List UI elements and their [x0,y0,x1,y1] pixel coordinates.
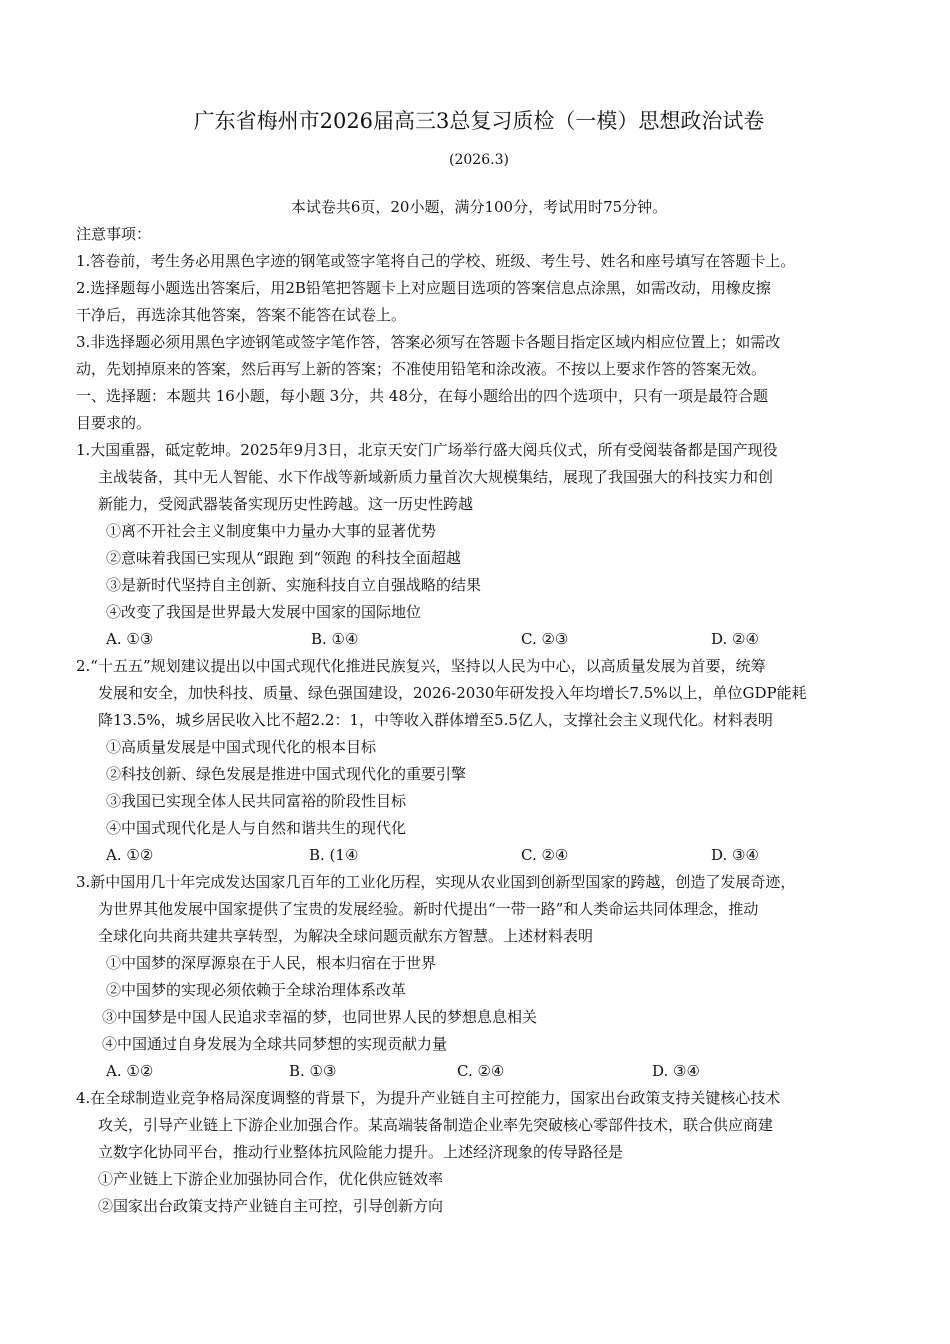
choice-a[interactable]: A. ①② [106,846,154,864]
question-stem-line: 新能力，受阅武器装备实现历史性跨越。这一历史性跨越 [98,495,474,513]
choice-d[interactable]: D. ③④ [652,1062,700,1080]
question-option: ②科技创新、绿色发展是推进中国式现代化的重要引擎 [106,765,467,783]
choice-c[interactable]: C. ②④ [521,846,569,864]
question-stem-line: 为世界其他发展中国家提供了宝贵的发展经验。新时代提出“一带一路”和人类命运共同体理念，推动 [98,900,759,918]
question-stem-line: 3.新中国用几十年完成发达国家几百年的工业化历程，实现从农业国到创新型国家的跨越，创造了发展奇迹， [76,873,796,891]
exam-date: (2026.3) [449,152,509,168]
question-stem-line: 降13.5%，城乡居民收入比不超2.2：1，中等收入群体增至5.5亿人，支撑社会主义现代化。材料表明 [98,711,773,729]
choice-a[interactable]: A. ①③ [106,630,154,648]
choice-c[interactable]: C. ②③ [521,630,569,648]
question-stem-line: 攻关，引导产业链上下游企业加强合作。某高端装备制造企业率先突破核心零部件技术，联合供应商建 [98,1116,774,1134]
question-stem-line: 1.大国重器，砥定乾坤。2025年9月3日，北京天安门广场举行盛大阅兵仪式，所有受阅装备都是国产现役 [76,441,778,459]
choice-b[interactable]: B. ①④ [311,630,359,648]
notice-item: 动，先划掉原来的答案，然后再写上新的答案；不准使用铅笔和涂改液。不按以上要求作答的答案无效。 [76,360,767,378]
question-1 [76,437,882,653]
page-title: 广东省梅州市2026届高三3总复习质检（一模）思想政治试卷 [193,109,765,133]
question-stem-line: 全球化向共商共建共享转型，为解决全球问题贡献东方智慧。上述材料表明 [98,927,594,945]
question-stem-line: 主战装备，其中无人智能、水下作战等新域新质力量首次大规模集结，展现了我国强大的科技实力和创 [98,468,774,486]
notice-heading: 注意事项： [76,225,152,243]
question-2 [76,653,882,869]
choice-d[interactable]: D. ③④ [711,846,759,864]
question-option: ②中国梦的实现必须依赖于全球治理体系改革 [106,981,407,999]
notice-item: 1.答卷前，考生务必用黑色字迹的钢笔或签字笔将自己的学校、班级、考生号、姓名和座号填写在答题卡上。 [76,252,796,270]
question-stem-line: 发展和安全，加快科技、质量、绿色强国建设，2026-2030年研发投入年均增长7.5%以上，单位GDP能耗 [98,684,807,702]
question-4 [76,1085,882,1220]
answer-choices [76,1058,882,1085]
question-stem-line: 4.在全球制造业竞争格局深度调整的背景下，为提升产业链自主可控能力，国家出台政策支持关键核心技术 [76,1089,781,1107]
question-option: ④中国式现代化是人与自然和谐共生的现代化 [106,819,407,837]
notice-item: 3.非选择题必须用黑色字迹钢笔或签字笔作答，答案必须写在答题卡各题目指定区域内相应位置上；如需改 [76,333,781,351]
question-option: ③中国梦是中国人民追求幸福的梦，也同世界人民的梦想息息相关 [102,1008,538,1026]
question-option: ③是新时代坚持自主创新、实施科技自立自强战略的结果 [106,576,482,594]
notice-section [76,221,882,383]
question-option: ②国家出台政策支持产业链自主可控，引导创新方向 [98,1197,444,1215]
section-heading-line: 一、选择题：本题共 16小题，每小题 3分，共 48分，在每小题给出的四个选项中，只有一项是最符合题 [76,387,769,405]
question-stem-line: 立数字化协同平台，推动行业整体抗风险能力提升。上述经济现象的传导路径是 [98,1143,624,1161]
notice-item: 2.选择题每小题选出答案后，用2B铅笔把答题卡上对应题目选项的答案信息点涂黑，如需改动，用橡皮擦 [76,279,771,297]
question-option: ④改变了我国是世界最大发展中国家的国际地位 [106,603,422,621]
answer-choices [76,842,882,869]
choice-d[interactable]: D. ②④ [711,630,759,648]
question-option: ③我国已实现全体人民共同富裕的阶段性目标 [106,792,407,810]
question-stem-line: 2.“十五五”规划建议提出以中国式现代化推进民族复兴，坚持以人民为中心，以高质量发展为首要，统筹 [76,657,766,675]
question-option: ④中国通过自身发展为全球共同梦想的实现贡献力量 [102,1035,448,1053]
answer-choices [76,626,882,653]
choice-c[interactable]: C. ②④ [457,1062,505,1080]
section-heading [76,383,882,437]
question-option: ②意味着我国已实现从“跟跑 到“领跑 的科技全面超越 [106,549,461,567]
question-option: ①中国梦的深厚源泉在于人民，根本归宿在于世界 [106,954,437,972]
section-heading-line: 目要求的。 [76,414,152,432]
question-option: ①产业链上下游企业加强协同合作，优化供应链效率 [98,1170,444,1188]
exam-intro: 本试卷共6页，20小题，满分100分，考试用时75分钟。 [290,198,668,216]
notice-item: 干净后，再选涂其他答案，答案不能答在试卷上。 [76,306,407,324]
question-option: ①高质量发展是中国式现代化的根本目标 [106,738,377,756]
choice-b[interactable]: B. (1④ [309,846,359,864]
question-option: ①离不开社会主义制度集中力量办大事的显著优势 [106,522,437,540]
choice-a[interactable]: A. ①② [106,1062,154,1080]
question-3 [76,869,882,1085]
choice-b[interactable]: B. ①③ [289,1062,337,1080]
